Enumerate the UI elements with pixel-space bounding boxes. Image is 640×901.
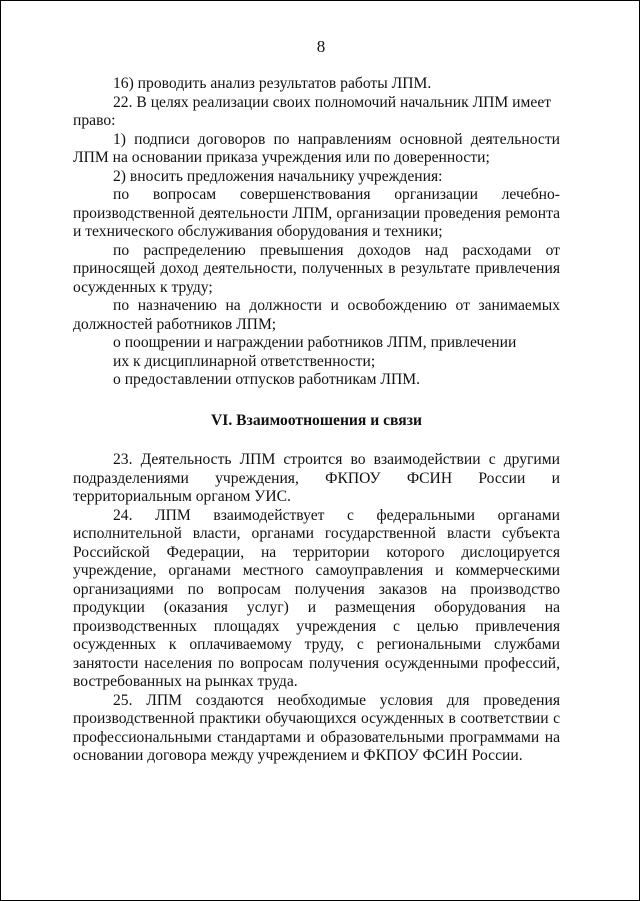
paragraph-improvement: по вопросам совершенствования организации лечебно-производственной деятельности ЛПМ, организации проведения ремонта и технического обслуживания оборудования и техники; <box>73 186 560 240</box>
paragraph-income-distribution: по распределению превышения доходов над расходами от приносящей доход деятельности, полученных в результате привлечения осужденных к труду; <box>73 241 560 296</box>
paragraph-22: 22. В целях реализации своих полномочий начальник ЛПМ имеет <box>113 93 552 111</box>
paragraph-vacations: о предоставлении отпусков работникам ЛПМ. <box>113 371 421 388</box>
paragraph-23: 23. Деятельность ЛПМ строится во взаимодействии с другими подразделениями учреждения, ФКПОУ ФСИН России и территориальным органом УИС. <box>73 451 560 505</box>
paragraph-24: 24. ЛПМ взаимодействует с федеральными органами исполнительной власти, органами государственной власти субъекта Российской Федерации, на территории которого дислоцируется учреждение, органами местного самоуправления и коммерческими организациями по вопросам получения заказов на производство продукции (оказания услуг) и размещения оборудования на производственных площадях учреждения с целью привлечения осужденных к оплачиваемому труду, с региональными службами занятости населения по вопросам получения осужденными профессий, востребованных на рынках труда. <box>73 506 560 690</box>
page-number: 8 <box>316 37 326 56</box>
document-body <box>73 75 560 766</box>
paragraph-appointment: по назначению на должности и освобождению от занимаемых должностей работников ЛПМ; <box>73 297 560 333</box>
section-heading: VI. Взаимоотношения и связи <box>211 411 422 429</box>
paragraph-25: 25. ЛПМ создаются необходимые условия для проведения производственной практики обучающихся осужденных в соответствии с профессиональными стандартами и образовательными программами на основании договора между учреждением и ФКПОУ ФСИН России. <box>73 691 560 764</box>
paragraph-16: 16) проводить анализ результатов работы ЛПМ. <box>113 75 432 92</box>
paragraph-right-1: 1) подписи договоров по направлениям основной деятельности ЛПМ на основании приказа учреждения или по доверенности; <box>73 130 560 166</box>
paragraph-encouragement: о поощрении и награждении работников ЛПМ, привлечении <box>113 334 517 351</box>
paragraph-right-2: 2) вносить предложения начальнику учреждения: <box>113 167 443 185</box>
paragraph-22-continuation: право: <box>73 112 116 129</box>
paragraph-encouragement-continuation: их к дисциплинарной ответственности; <box>113 352 376 370</box>
